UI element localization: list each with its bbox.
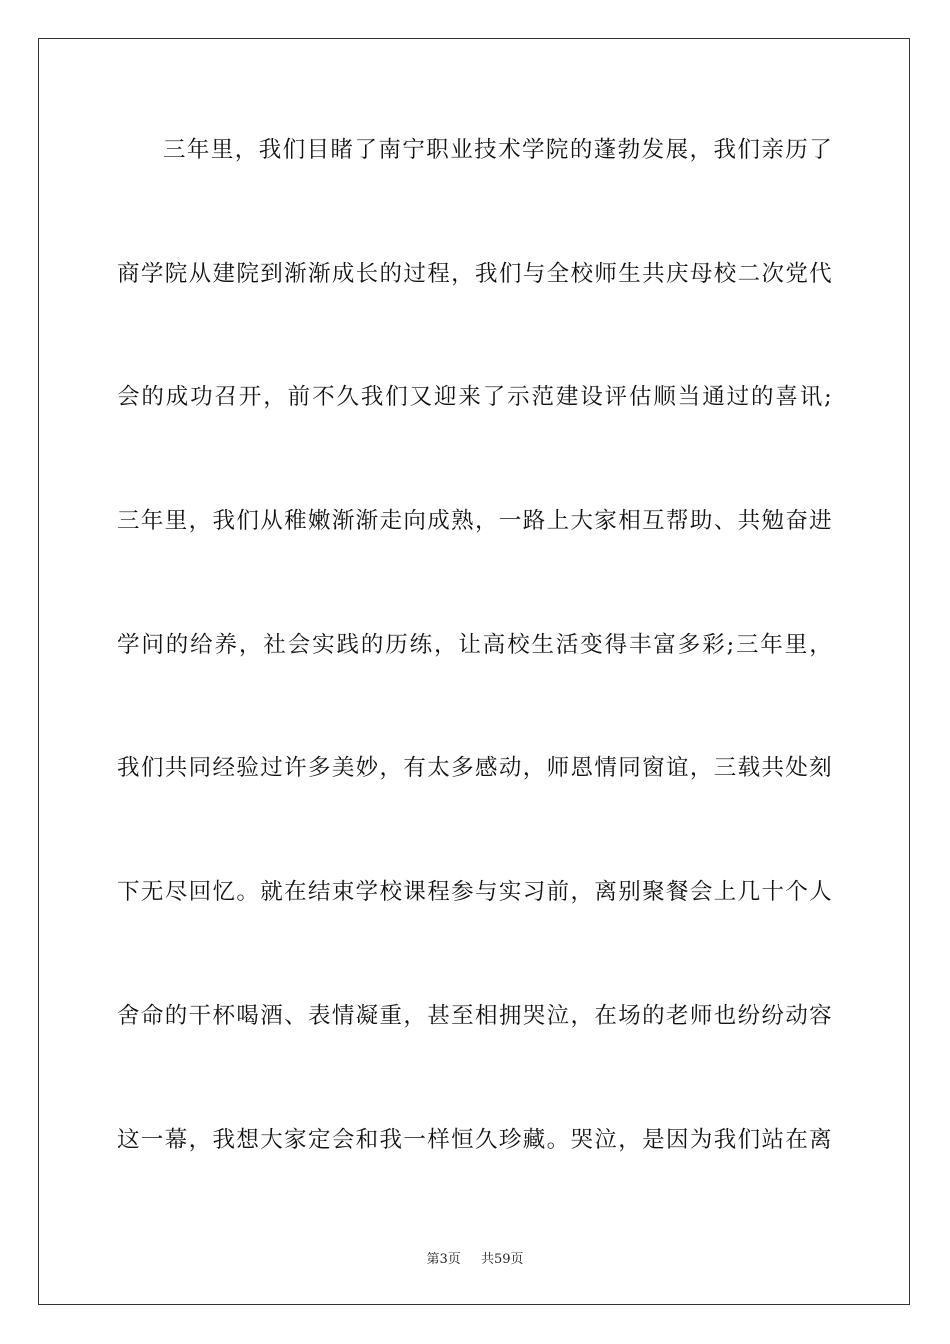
paragraph-line-3: 会的成功召开，前不久我们又迎来了示范建设评估顺当通过的喜讯; bbox=[117, 384, 833, 411]
paragraph-line-4: 三年里，我们从稚嫩渐渐走向成熟，一路上大家相互帮助、共勉奋进 bbox=[117, 508, 833, 535]
paragraph-line-8: 舍命的干杯喝酒、表情凝重，甚至相拥哭泣，在场的老师也纷纷动容 bbox=[117, 1002, 833, 1029]
paragraph-line-7: 下无尽回忆。就在结束学校课程参与实习前，离别聚餐会上几十个人 bbox=[117, 879, 833, 906]
total-pages: 共59页 bbox=[481, 1252, 524, 1267]
page-footer bbox=[0, 1248, 950, 1267]
paragraph-line-2: 商学院从建院到渐渐成长的过程，我们与全校师生共庆母校二次党代 bbox=[117, 260, 833, 287]
paragraph-line-6: 我们共同经验过许多美妙，有太多感动，师恩情同窗谊，三载共处刻 bbox=[117, 755, 833, 782]
paragraph-line-1: 三年里，我们目睹了南宁职业技术学院的蓬勃发展，我们亲历了 bbox=[163, 137, 833, 163]
paragraph-line-5: 学问的给养，社会实践的历练，让高校生活变得丰富多彩;三年里， bbox=[117, 631, 833, 658]
paragraph-line-9: 这一幕，我想大家定会和我一样恒久珍藏。哭泣，是因为我们站在离 bbox=[117, 1126, 833, 1153]
page-number: 第3页 bbox=[426, 1252, 461, 1267]
document-body bbox=[117, 120, 833, 1233]
